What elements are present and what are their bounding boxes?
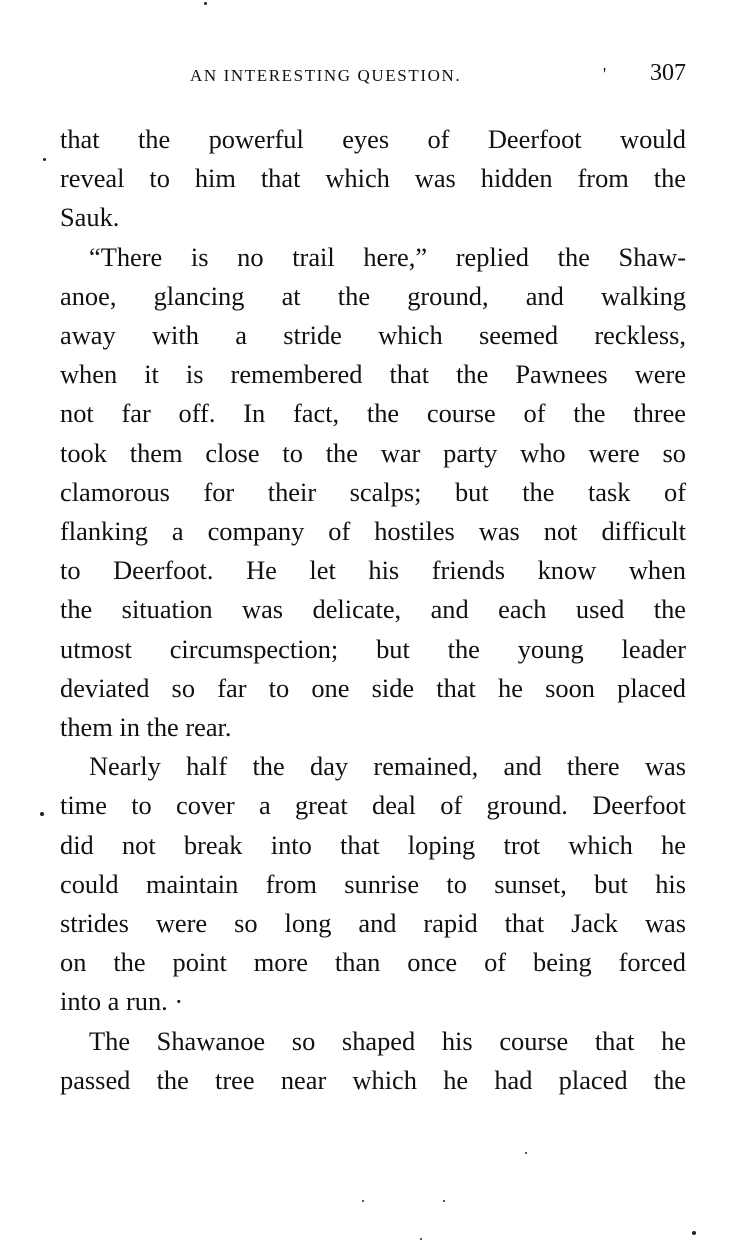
- text-line: time to cover a great deal of ground. Deerfoot: [60, 790, 686, 821]
- body-text: [60, 120, 686, 1100]
- text-line: passed the tree near which he had placed the: [60, 1064, 686, 1095]
- scan-speck: [420, 1238, 422, 1240]
- scan-speck: [443, 1200, 445, 1202]
- text-line: could maintain from sunrise to sunset, but his: [60, 868, 686, 899]
- text-line: anoe, glancing at the ground, and walking: [60, 280, 686, 311]
- running-head-mark: ': [603, 64, 607, 84]
- running-head-title: AN INTERESTING QUESTION.: [190, 66, 462, 85]
- page-number: 307: [650, 60, 686, 86]
- text-line: into a run. ·: [60, 986, 184, 1017]
- text-line: on the point more than once of being forced: [60, 947, 686, 978]
- scan-speck: [525, 1152, 527, 1154]
- text-line: away with a stride which seemed reckless,: [60, 320, 686, 351]
- running-header: [60, 60, 686, 90]
- scan-speck: [362, 1200, 364, 1202]
- text-line: not far off. In fact, the course of the three: [60, 398, 686, 429]
- text-line: strides were so long and rapid that Jack was: [60, 908, 686, 939]
- text-line: The Shawanoe so shaped his course that he: [89, 1025, 686, 1056]
- text-line: the situation was delicate, and each used the: [60, 594, 686, 625]
- text-line: that the powerful eyes of Deerfoot would: [60, 124, 686, 154]
- text-line: flanking a company of hostiles was not difficult: [60, 516, 686, 547]
- text-line: deviated so far to one side that he soon placed: [60, 672, 686, 703]
- text-line: when it is remembered that the Pawnees were: [60, 359, 686, 390]
- text-line: Nearly half the day remained, and there was: [89, 751, 686, 782]
- text-line: “There is no trail here,” replied the Shaw-: [89, 241, 686, 272]
- text-line: did not break into that loping trot which he: [60, 829, 686, 860]
- text-line: clamorous for their scalps; but the task of: [60, 476, 686, 507]
- scan-speck: [43, 158, 46, 161]
- text-line: to Deerfoot. He let his friends know when: [60, 555, 686, 586]
- paragraph-2: [60, 238, 686, 748]
- paragraph-3: [60, 747, 686, 1021]
- text-line: them in the rear.: [60, 712, 232, 743]
- text-line: reveal to him that which was hidden from the: [60, 163, 686, 194]
- text-line: Sauk.: [60, 202, 120, 233]
- text-line: utmost circumspection; but the young leader: [60, 633, 686, 664]
- scan-speck: [40, 812, 44, 816]
- text-line: took them close to the war party who were so: [60, 437, 686, 468]
- paragraph-4: [60, 1022, 686, 1100]
- paragraph-1: [60, 120, 686, 238]
- scan-speck: [204, 2, 207, 5]
- scan-speck: [692, 1231, 696, 1235]
